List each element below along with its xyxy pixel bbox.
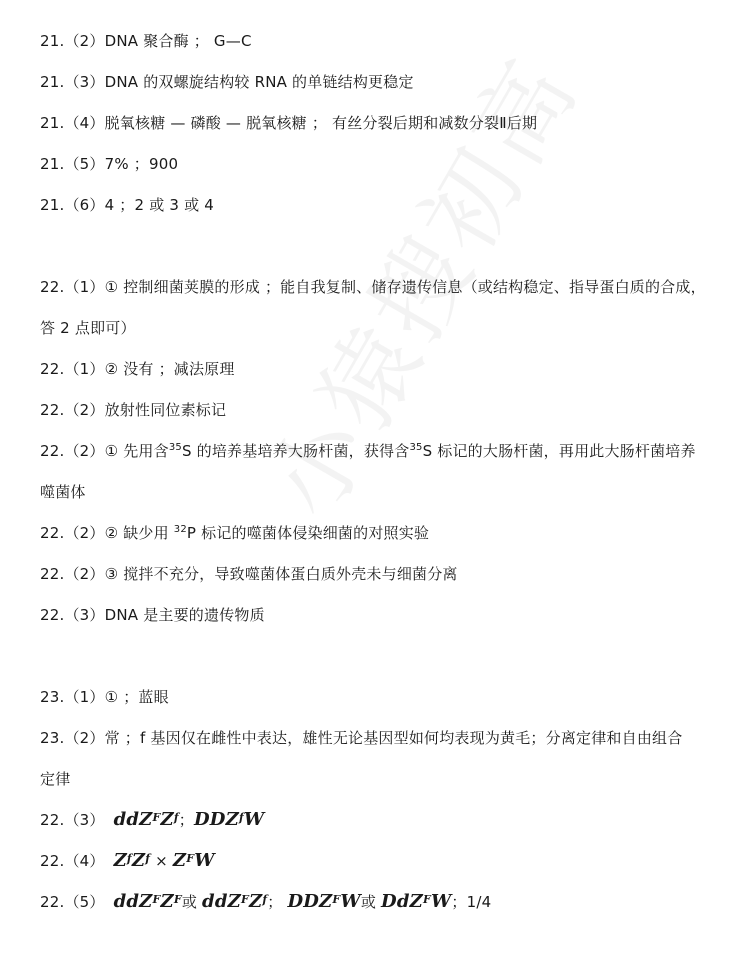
genotype-formula: $ddZ^FZ^F$ — [113, 891, 182, 912]
answer-22-3: 22.（3）DNA 是主要的遗传物质 — [40, 606, 265, 624]
answer-22-2: 22.（2）放射性同位素标记 — [40, 401, 227, 419]
text: P 标记的噬菌体侵染细菌的对照实验 — [186, 524, 430, 542]
answer-22-3-genotypes — [40, 810, 264, 830]
answer-22-2-3: 22.（2）③ 搅拌不充分，导致噬菌体蛋白质外壳未与细菌分离 — [40, 565, 458, 583]
answer-22-1-1: 22.（1）① 控制细菌荚膜的形成 ；能自我复制、储存遗传信息（或结构稳定、指导蛋白质的合成， — [40, 278, 706, 296]
answer-21-3: 21.（3）DNA 的双螺旋结构较 RNA 的单链结构更稳定 — [40, 73, 414, 91]
answer-22-2-2 — [40, 523, 429, 543]
genotype-formula: $DDZ^FW$ — [287, 891, 361, 912]
answer-21-4: 21.（4）脱氧核糖 — 磷酸 — 脱氧核糖 ； 有丝分裂后期和减数分裂Ⅱ后期 — [40, 114, 538, 132]
answer-22-4-cross — [40, 851, 215, 871]
times-sign: × — [150, 852, 173, 870]
or-text: 或 — [360, 893, 377, 911]
answer-23-1: 23.（1）① ；蓝眼 — [40, 688, 169, 706]
answer-22-1-1-cont: 答 2 点即可） — [40, 319, 136, 337]
question-number: 22.（5） — [40, 893, 105, 911]
text: 22.（2）② 缺少用 — [40, 524, 174, 542]
question-number: 22.（3） — [40, 811, 105, 829]
answer-22-2-1-cont: 噬菌体 — [40, 483, 86, 501]
genotype-formula: DdZ$^F$W — [381, 891, 452, 912]
or-text: 或 — [181, 893, 198, 911]
isotope-superscript: 32 — [173, 524, 187, 535]
isotope-superscript: 35 — [168, 442, 182, 453]
genotype-formula: $ddZ^FZ^f$ — [202, 891, 268, 912]
isotope-superscript: 35 — [409, 442, 423, 453]
genotype-formula: $ddZ^FZ^f$ — [113, 809, 179, 830]
answer-22-1-2: 22.（1）② 没有 ；减法原理 — [40, 360, 235, 378]
answer-21-2: 21.（2）DNA 聚合酶 ； G—C — [40, 32, 252, 50]
text: 22.（2）① 先用含 — [40, 442, 169, 460]
genotype-formula: DDZ$^f$W — [194, 809, 265, 830]
ratio-answer: ；1/4 — [451, 893, 492, 911]
answer-21-6: 21.（6）4 ；2 或 3 或 4 — [40, 196, 215, 214]
separator: ； — [267, 893, 283, 911]
separator: ； — [178, 811, 194, 829]
answer-21-5: 21.（5）7% ；900 — [40, 155, 179, 173]
text: S 标记的大肠杆菌，再用此大肠杆菌培养 — [422, 442, 696, 460]
answer-22-5-genotypes — [40, 892, 491, 912]
genotype-formula: $Z^fZ^f$ — [113, 850, 151, 871]
question-number: 22.（4） — [40, 852, 105, 870]
answer-22-2-1 — [40, 441, 696, 461]
answer-23-2: 23.（2）常 ；f 基因仅在雌性中表达，雄性无论基因型如何均表现为黄毛；分离定律和自由组合 — [40, 729, 683, 747]
answer-23-2-cont: 定律 — [40, 770, 71, 788]
genotype-formula: $Z^FW$ — [172, 850, 215, 871]
text: S 的培养基培养大肠杆菌，获得含 — [181, 442, 410, 460]
